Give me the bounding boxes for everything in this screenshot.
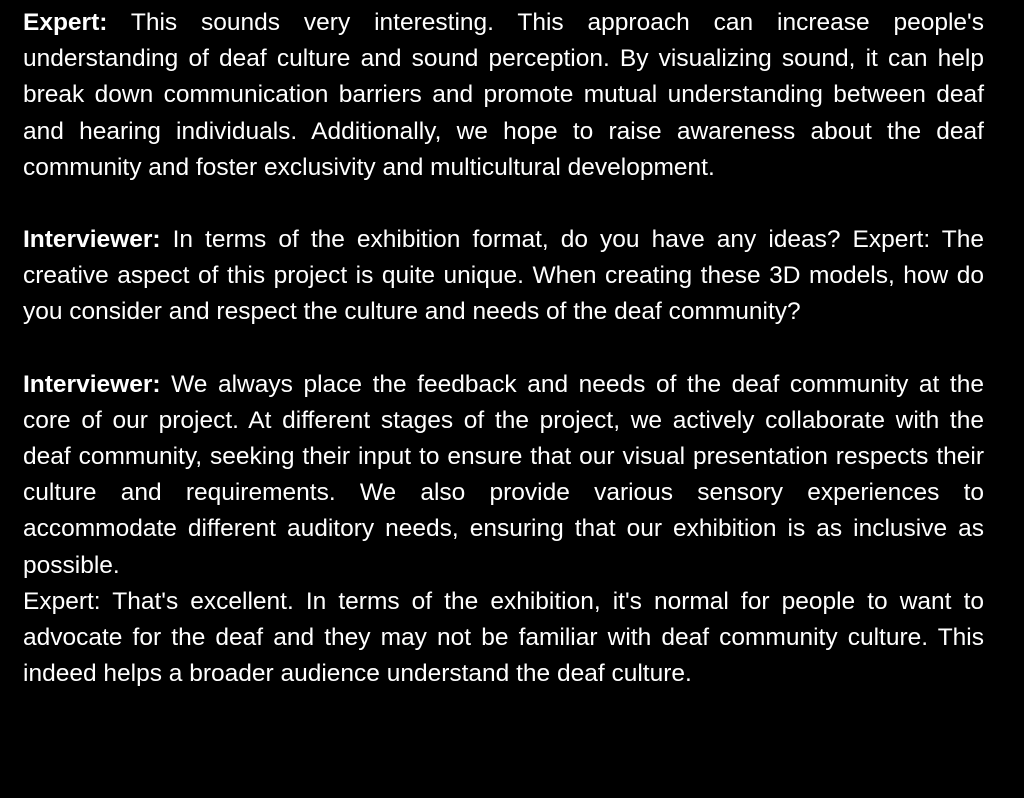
paragraph-gap bbox=[23, 186, 984, 222]
paragraph-expert-1 bbox=[23, 5, 984, 186]
paragraph-text: This sounds very interesting. This approach can increase people's understanding of deaf culture and sound perception. By visualizing sound, it can help break down communication barriers and promote mutual understanding between deaf and hearing individuals. Additionally, we hope to raise awareness about the deaf community and foster exclusivity and multicultural development. bbox=[23, 9, 984, 181]
paragraph-expert-2 bbox=[23, 584, 984, 693]
paragraph-text: Expert: That's excellent. In terms of the exhibition, it's normal for people to want to advocate for the deaf and they may not be familiar with deaf community culture. This indeed helps a broader audience understand the deaf culture. bbox=[23, 587, 984, 688]
paragraph-gap bbox=[23, 331, 984, 367]
interview-transcript bbox=[23, 5, 984, 692]
speaker-label-interviewer: Interviewer: bbox=[23, 370, 161, 398]
speaker-label-expert: Expert: bbox=[23, 9, 108, 36]
paragraph-text: We always place the feedback and needs of the deaf community at the core of our project. At different stages of the project, we actively collaborate with the deaf community, seeking their input to ensure that our visual presentation respects their culture and requirements. We also provide various sensory experiences to accommodate different auditory needs, ensuring that our exhibition is as inclusive as possible. bbox=[23, 370, 984, 579]
paragraph-interviewer-1 bbox=[23, 222, 984, 331]
paragraph-text: In terms of the exhibition format, do you have any ideas? Expert: The creative aspect of this project is quite unique. When creating these 3D models, how do you consider and respect the culture and needs of the deaf community? bbox=[23, 226, 984, 326]
paragraph-interviewer-2 bbox=[23, 367, 984, 584]
speaker-label-interviewer: Interviewer: bbox=[23, 226, 161, 254]
